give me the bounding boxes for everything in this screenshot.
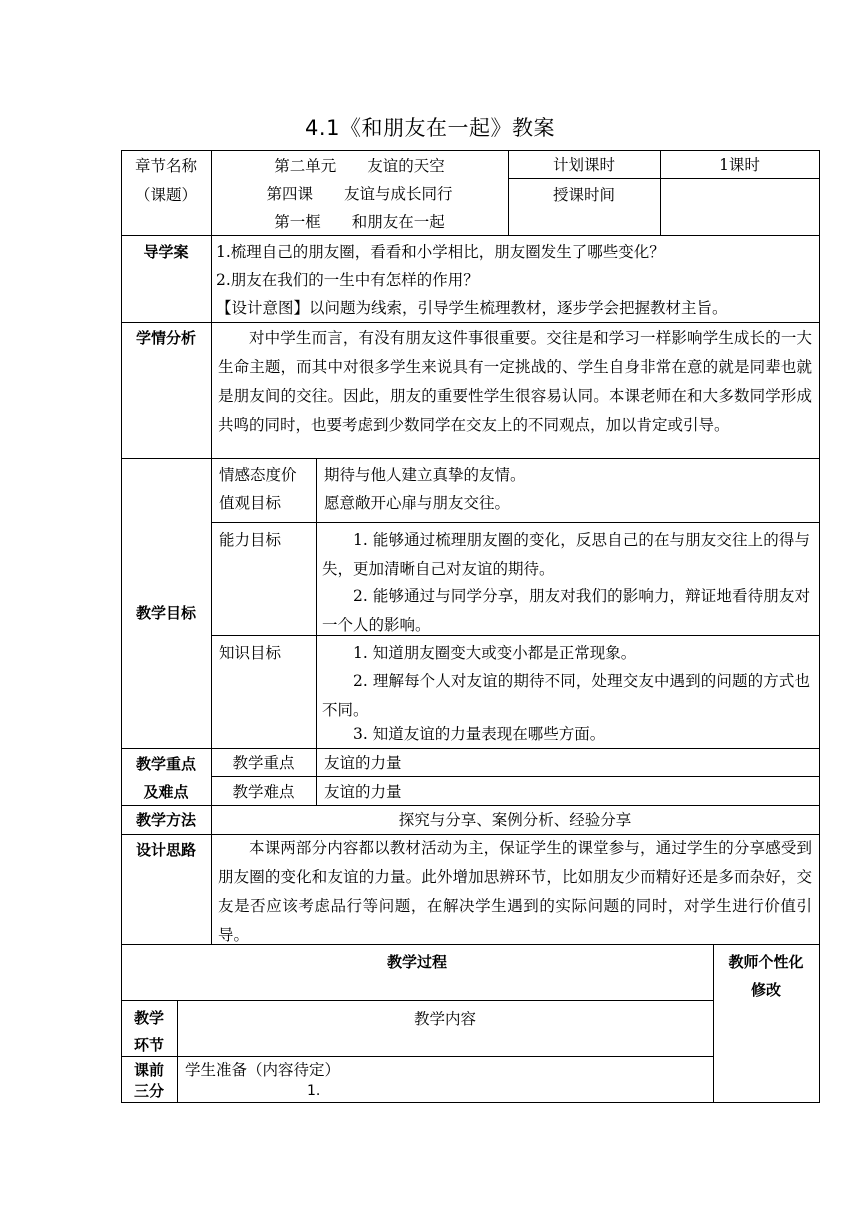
key-point-value: 友谊的力量 [324, 754, 402, 772]
ability-goal-1: 1. 能够通过梳理朋友圈的变化，反思自己的在与朋友交往上的得与失，更加清晰自己对友谊的期待。 [322, 531, 810, 578]
guide-question-1: 1.梳理自己的朋友圈，看看和小学相比，朋友圈发生了哪些变化？ [216, 243, 665, 261]
keypoints-label-line1: 教学重点 [135, 755, 196, 773]
knowledge-goal-1: 1. 知道朋友圈变大或变小都是正常现象。 [353, 644, 637, 662]
hard-point-label: 教学难点 [232, 783, 295, 801]
ability-goal-label: 能力目标 [219, 531, 282, 549]
plan-hours-value: 1课时 [719, 156, 760, 174]
knowledge-goal-2: 2. 理解每个人对友谊的期待不同，处理交友中遇到的问题的方式也不同。 [322, 672, 810, 719]
hard-point-value: 友谊的力量 [324, 783, 402, 801]
analysis-text: 对中学生而言，有没有朋友这件事很重要。交往是和学习一样影响学生成长的一大生命主题，而其中对很多学生来说具有一定挑战的、学生自身非常在意的就是同辈也就是朋友间的交往。因此，朋友的重要性学生很容易认同。本课老师在和大多数同学形成共鸣的同时，也要考虑到少数同学在交友上的不同观点，加以肯定或引导。 [218, 329, 812, 434]
teach-time-label: 授课时间 [552, 186, 615, 204]
stage-label-line2: 环节 [133, 1036, 164, 1054]
emotion-goal-label-line2: 值观目标 [219, 494, 282, 512]
method-value: 探究与分享、案例分析、经验分享 [398, 811, 632, 829]
design-label: 设计思路 [135, 841, 196, 859]
chapter-label-line2: （课题） [134, 186, 197, 204]
guide-label: 导学案 [143, 243, 189, 261]
guide-design-intent: 【设计意图】以问题为线索，引导学生梳理教材，逐步学会把握教材主旨。 [216, 299, 728, 317]
goals-label: 教学目标 [135, 604, 196, 622]
ability-goal-2: 2. 能够通过与同学分享，朋友对我们的影响力，辩证地看待朋友对一个人的影响。 [322, 587, 810, 634]
analysis-label: 学情分析 [135, 329, 196, 347]
key-point-label: 教学重点 [232, 754, 295, 772]
chapter-section: 第一框 和朋友在一起 [274, 213, 445, 231]
process-label: 教学过程 [386, 953, 447, 971]
content-label: 教学内容 [413, 1010, 476, 1028]
chapter-unit: 第二单元 友谊的天空 [274, 157, 445, 175]
knowledge-goal-label: 知识目标 [219, 644, 282, 662]
design-text: 本课两部分内容都以教材活动为主，保证学生的课堂参与，通过学生的分享感受到朋友圈的变化和友谊的力量。此外增加思辨环节，比如朋友少而精好还是多而杂好，交友是否应该考虑品行等问题，在解决学生遇到的实际问题的同时，对学生进行价值引导。 [218, 839, 812, 944]
pre-class-preparation: 学生准备（内容待定） [185, 1061, 341, 1079]
teacher-modify-label-line1: 教师个性化 [728, 953, 804, 971]
stage-label-line1: 教学 [133, 1009, 164, 1027]
document-title: 4.1《和朋友在一起》教案 [305, 116, 555, 140]
emotion-goal-1: 期待与他人建立真挚的友情。 [324, 466, 526, 484]
pre-class-item-1: 1. [307, 1083, 321, 1099]
pre-class-label-line2: 三分 [133, 1082, 164, 1100]
method-label: 教学方法 [135, 811, 196, 829]
keypoints-label-line2: 及难点 [143, 783, 189, 801]
knowledge-goal-3: 3. 知道友谊的力量表现在哪些方面。 [353, 725, 606, 743]
teacher-modify-label-line2: 修改 [750, 981, 781, 999]
emotion-goal-2: 愿意敞开心扉与朋友交往。 [324, 494, 511, 512]
chapter-label-line1: 章节名称 [134, 157, 197, 175]
plan-hours-label: 计划课时 [552, 156, 615, 174]
emotion-goal-label-line1: 情感态度价 [219, 466, 297, 484]
pre-class-label-line1: 课前 [133, 1061, 164, 1079]
chapter-lesson: 第四课 友谊与成长同行 [266, 185, 453, 203]
guide-question-2: 2.朋友在我们的一生中有怎样的作用？ [216, 271, 479, 289]
